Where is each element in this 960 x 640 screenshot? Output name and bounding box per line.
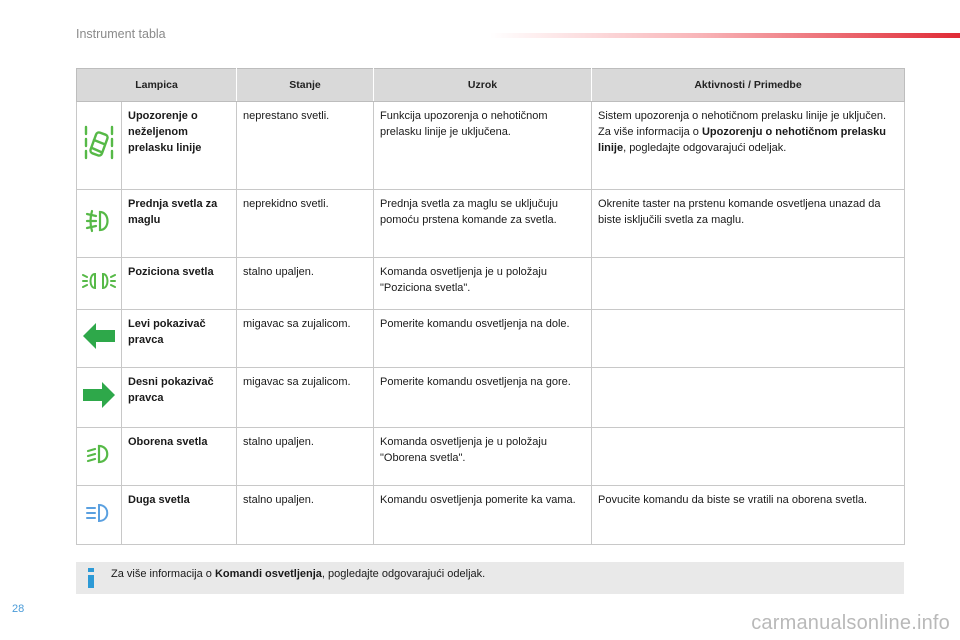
lamp-action-link: Upozorenju o nehotičnom prelasku linije — [598, 126, 886, 154]
lamp-name: Prednja svetla za maglu — [122, 190, 237, 258]
table-header-row — [77, 69, 905, 102]
lamp-state: migavac sa zujalicom. — [237, 310, 374, 368]
lamp-cause: Pomerite komandu osvetljenja na dole. — [374, 310, 592, 368]
info-text-after: , pogledajte odgovarajući odeljak. — [321, 568, 486, 580]
info-icon — [87, 568, 95, 588]
lamp-cause: Prednja svetla za maglu se uključuju pomoću prstena komande za svetla. — [374, 190, 592, 258]
lamp-state: migavac sa zujalicom. — [237, 368, 374, 428]
lamp-action — [592, 102, 905, 190]
lamp-name: Duga svetla — [122, 486, 237, 545]
table-row — [77, 486, 905, 545]
lamp-action — [592, 310, 905, 368]
right-indicator-arrow-icon — [82, 381, 116, 409]
table-row — [77, 258, 905, 310]
position-lamp-icon — [82, 270, 116, 292]
lamp-name: Upozorenje o neželjenom prelasku linije — [122, 102, 237, 190]
info-text-before: Za više informacija o — [111, 568, 215, 580]
lamp-name: Poziciona svetla — [122, 258, 237, 310]
header-accent-bar — [490, 33, 960, 38]
page-number: 28 — [12, 603, 25, 615]
lamp-cause: Komanda osvetljenja je u položaju "Poziciona svetla". — [374, 258, 592, 310]
lamp-name: Oborena svetla — [122, 428, 237, 486]
lamp-state: stalno upaljen. — [237, 428, 374, 486]
column-header-actions: Aktivnosti / Primedbe — [592, 69, 905, 102]
main-beam-icon — [85, 502, 113, 524]
lamp-name: Levi pokazivač pravca — [122, 310, 237, 368]
section-title: Instrument tabla — [76, 27, 166, 41]
lamp-action-text-after: , pogledajte odgovarajući odeljak. — [623, 142, 787, 154]
lamp-cause: Komanda osvetljenja je u položaju "Oborena svetla". — [374, 428, 592, 486]
table-row — [77, 368, 905, 428]
lamp-state: stalno upaljen. — [237, 486, 374, 545]
left-indicator-arrow-icon — [82, 322, 116, 350]
info-note-text — [111, 568, 485, 580]
watermark: carmanualsonline.info — [751, 612, 950, 634]
info-text-link: Komandi osvetljenja — [214, 568, 322, 580]
column-header-lamp: Lampica — [77, 69, 237, 102]
lamp-cause: Pomerite komandu osvetljenja na gore. — [374, 368, 592, 428]
column-header-state: Stanje — [237, 69, 374, 102]
lamp-action-text: Sistem upozorenja o nehotičnom prelasku linije je uključen. Za više informacija o — [598, 110, 887, 138]
lamp-action — [592, 428, 905, 486]
table-row — [77, 310, 905, 368]
lamp-action-text: Povucite komandu da biste se vratili na oborena svetla. — [598, 494, 868, 506]
warning-lamps-table — [76, 68, 905, 545]
lamp-action — [592, 486, 905, 545]
info-note — [76, 562, 904, 594]
lamp-cause: Komandu osvetljenja pomerite ka vama. — [374, 486, 592, 545]
dipped-beam-icon — [85, 443, 113, 465]
table-row — [77, 102, 905, 190]
lamp-cause: Funkcija upozorenja o nehotičnom prelasku linije je uključena. — [374, 102, 592, 190]
lane-departure-warning-icon — [82, 124, 116, 162]
column-header-cause: Uzrok — [374, 69, 592, 102]
lamp-action — [592, 190, 905, 258]
lamp-action-text: Okrenite taster na prstenu komande osvetljena unazad da biste isključili svetla za maglu. — [598, 198, 881, 226]
front-fog-lamp-icon — [84, 208, 114, 234]
table-row — [77, 190, 905, 258]
table-row — [77, 428, 905, 486]
lamp-state: neprestano svetli. — [237, 102, 374, 190]
lamp-state: neprekidno svetli. — [237, 190, 374, 258]
lamp-name: Desni pokazivač pravca — [122, 368, 237, 428]
lamp-action — [592, 368, 905, 428]
lamp-action — [592, 258, 905, 310]
lamp-state: stalno upaljen. — [237, 258, 374, 310]
